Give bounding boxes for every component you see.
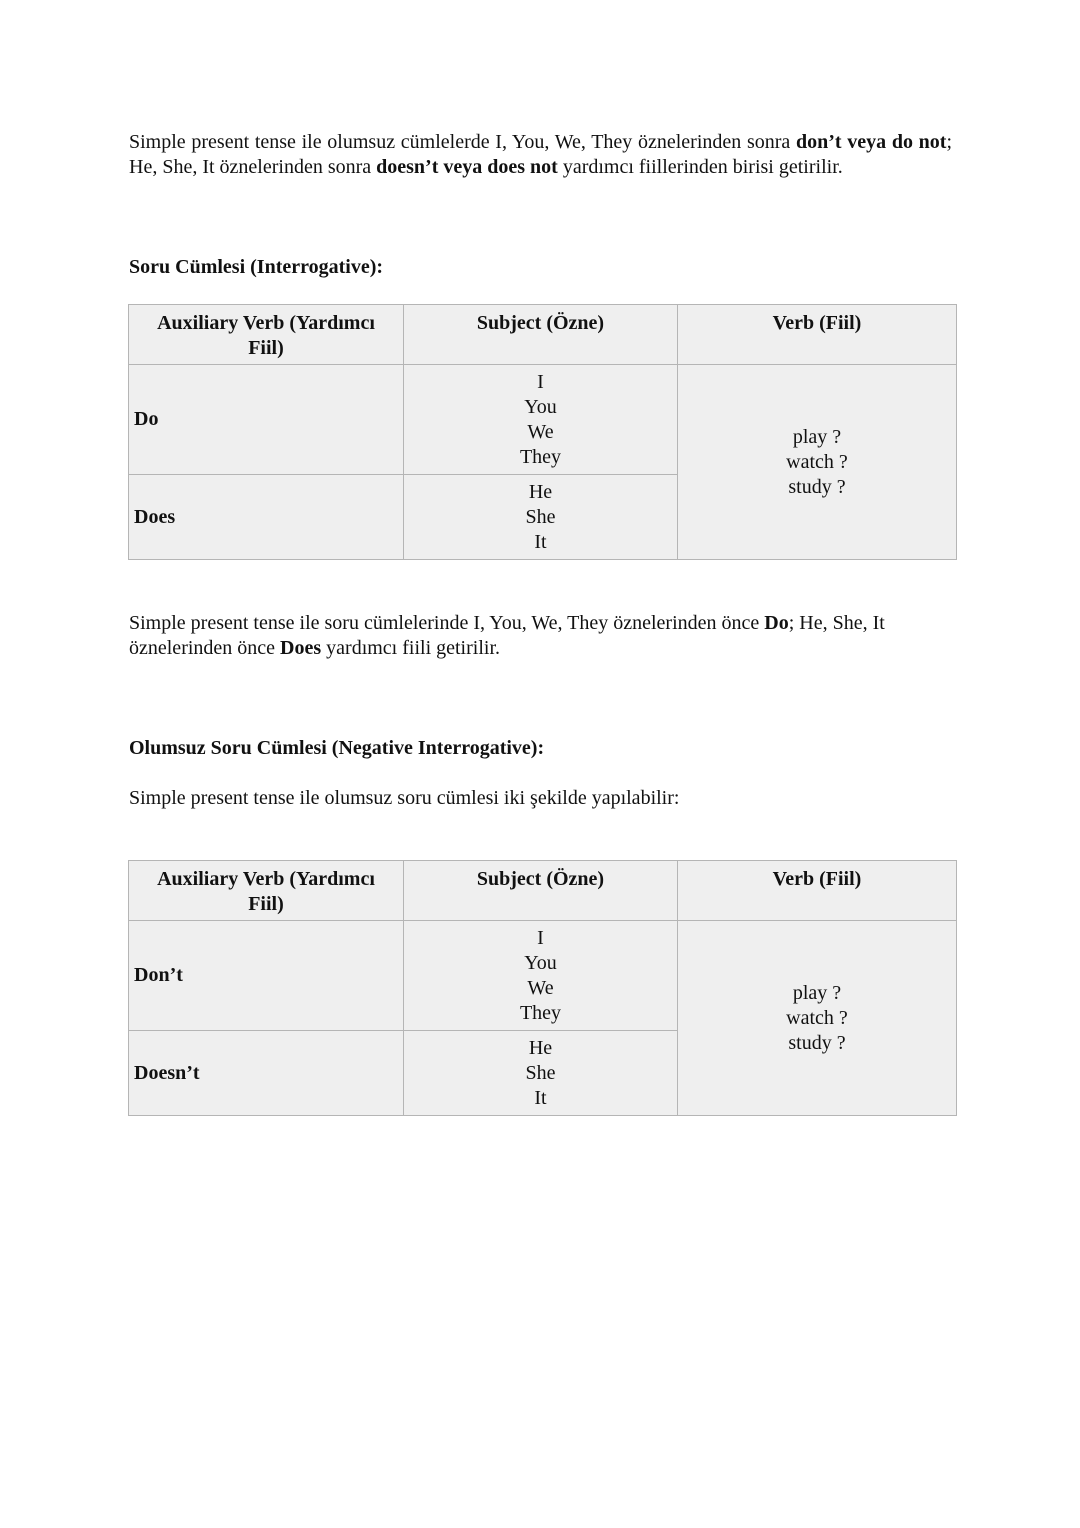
intro-text-3: yardımcı fiillerinden birisi getirilir. [557, 156, 843, 178]
subject-item: I [537, 926, 544, 949]
header-auxiliary: Auxiliary Verb (Yardımcı Fiil) [129, 305, 404, 365]
subject-cell [404, 1031, 678, 1116]
interrogative-paragraph [129, 611, 952, 661]
header-subject: Subject (Özne) [404, 861, 678, 921]
table-row [129, 365, 957, 475]
subject-cell [404, 921, 678, 1031]
subject-item: I [537, 370, 544, 393]
aux-cell: Does [129, 475, 404, 560]
header-subject: Subject (Özne) [404, 305, 678, 365]
subject-item: He [528, 1036, 553, 1059]
verb-cell [678, 921, 957, 1116]
verb-item: play ? [792, 425, 842, 448]
subject-item: She [525, 505, 556, 528]
subject-item: You [524, 951, 557, 974]
subject-item: She [525, 1061, 556, 1084]
subject-item: They [519, 1001, 562, 1024]
verb-item: study ? [788, 1031, 846, 1054]
intro-paragraph [129, 130, 952, 180]
intro-bold-2: doesn’t veya does not [376, 156, 558, 178]
aux-cell: Don’t [129, 921, 404, 1031]
table-header-row [129, 861, 957, 921]
interrogative-text-1: Simple present tense ile soru cümlelerinde I, You, We, They öznelerinden önce [129, 612, 765, 634]
verb-item: watch ? [786, 1006, 848, 1029]
aux-cell: Do [129, 365, 404, 475]
subject-item: They [519, 445, 562, 468]
subject-item: We [527, 976, 554, 999]
intro-text-2: ; He, She, It öznelerinden sonra [129, 131, 952, 178]
subject-item: It [534, 1086, 547, 1109]
interrogative-bold-2: Does [280, 637, 322, 659]
interrogative-table [128, 304, 957, 560]
subject-item: It [534, 530, 547, 553]
verb-item: play ? [792, 981, 842, 1004]
subject-item: We [527, 420, 554, 443]
verb-cell [678, 365, 957, 560]
table-row [129, 921, 957, 1031]
interrogative-text-3: yardımcı fiili getirilir. [321, 637, 501, 659]
subject-item: You [524, 395, 557, 418]
negative-interrogative-intro: Simple present tense ile olumsuz soru cümlesi iki şekilde yapılabilir: [129, 787, 680, 809]
header-auxiliary: Auxiliary Verb (Yardımcı Fiil) [129, 861, 404, 921]
interrogative-text-2: ; He, She, It öznelerinden önce [129, 612, 885, 659]
interrogative-bold-1: Do [764, 612, 789, 634]
subject-cell [404, 365, 678, 475]
table-header-row [129, 305, 957, 365]
section-heading-interrogative: Soru Cümlesi (Interrogative): [129, 256, 384, 278]
subject-item: He [528, 480, 553, 503]
intro-bold-1: don’t veya do not [795, 131, 947, 153]
header-verb: Verb (Fiil) [678, 861, 957, 921]
section-heading-negative-interrogative: Olumsuz Soru Cümlesi (Negative Interrogative): [129, 737, 545, 759]
aux-cell: Doesn’t [129, 1031, 404, 1116]
intro-text-1: Simple present tense ile olumsuz cümlelerde I, You, We, They öznelerinden sonra [129, 131, 796, 153]
header-verb: Verb (Fiil) [678, 305, 957, 365]
verb-item: study ? [788, 475, 846, 498]
subject-cell [404, 475, 678, 560]
verb-item: watch ? [786, 450, 848, 473]
negative-interrogative-table [128, 860, 957, 1116]
